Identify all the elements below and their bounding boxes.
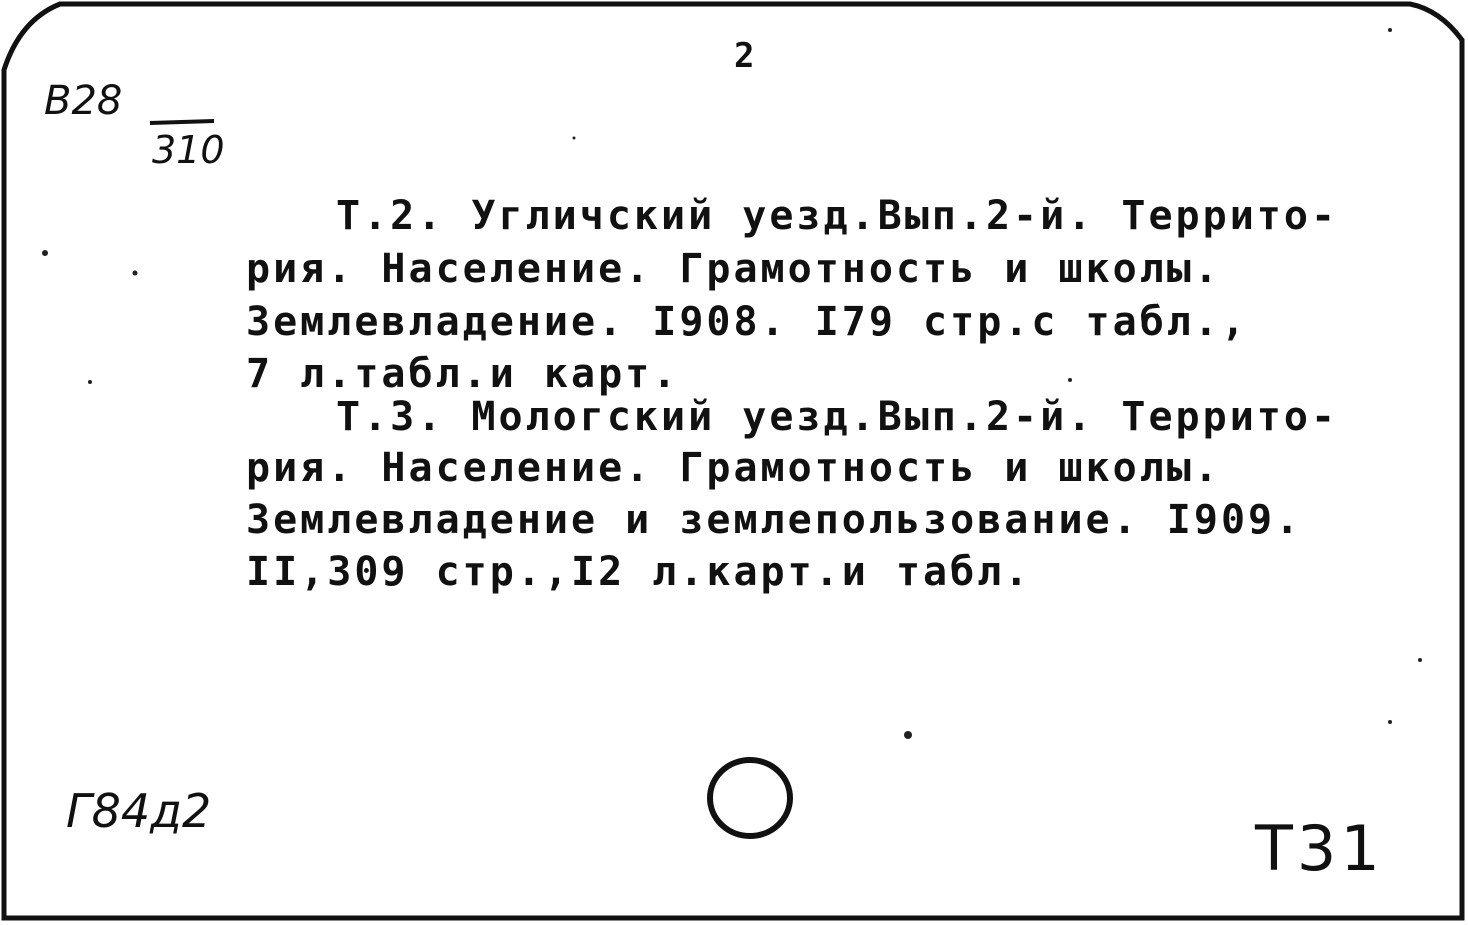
fraction-bar	[148, 118, 218, 128]
page-number: 2	[734, 36, 755, 76]
entry-2-line-3: Землевладение и землепользование. I909.	[246, 497, 1303, 543]
entry-2-line-2: рия. Население. Грамотность и школы.	[246, 445, 1221, 491]
handwritten-catalog-code: Г84д2	[66, 784, 212, 838]
entry-1-line-4: 7 л.табл.и карт.	[246, 351, 680, 397]
entry-1-line-1: Т.2. Угличский уезд.Вып.2-й. Террито-	[336, 193, 1339, 239]
entry-2-line-1: Т.3. Мологский уезд.Вып.2-й. Террито-	[336, 394, 1339, 440]
entry-2-line-4: II,309 стр.,I2 л.карт.и табл.	[246, 549, 1032, 595]
handwritten-volume-mark: Т31	[1255, 812, 1384, 885]
entry-1-line-2: рия. Население. Грамотность и школы.	[246, 246, 1221, 292]
handwritten-shelf-mark: В28	[44, 78, 123, 124]
entry-1-line-3: Землевладение. I908. I79 стр.с табл.,	[246, 299, 1249, 345]
punch-hole-circle	[702, 755, 802, 845]
handwritten-fraction: 310	[152, 128, 225, 172]
